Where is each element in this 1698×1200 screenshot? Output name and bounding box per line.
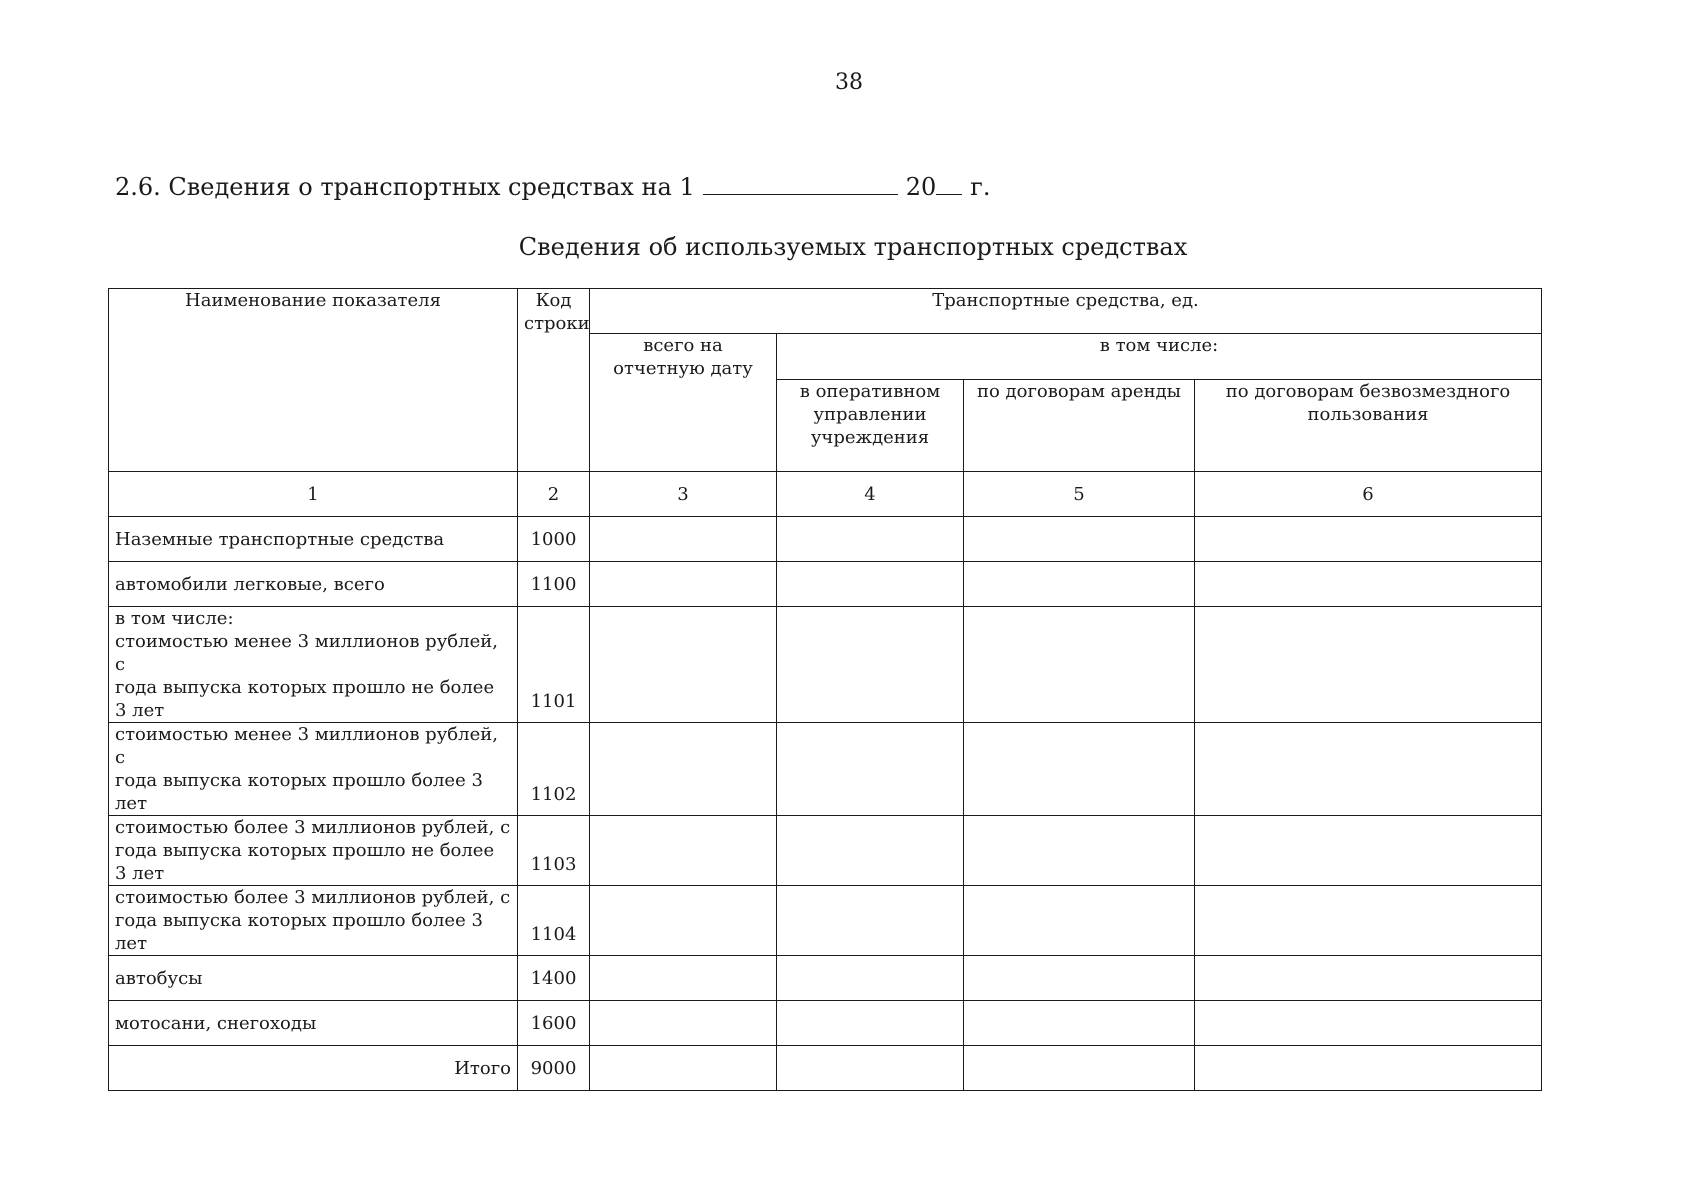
value-cell[interactable] xyxy=(590,1001,777,1046)
header-free-use-agreements: по договорам безвозмездного пользования xyxy=(1195,380,1542,472)
value-cell[interactable] xyxy=(964,723,1195,816)
total-label: Итого xyxy=(109,1046,518,1091)
table-row xyxy=(109,517,1542,562)
row-code: 1103 xyxy=(518,816,590,886)
value-cell[interactable] xyxy=(777,517,964,562)
row-code: 1600 xyxy=(518,1001,590,1046)
value-cell[interactable] xyxy=(964,886,1195,956)
table-row xyxy=(109,956,1542,1001)
value-cell[interactable] xyxy=(590,886,777,956)
row-label: автомобили легковые, всего xyxy=(109,562,518,607)
value-cell[interactable] xyxy=(777,1046,964,1091)
header-indicator-name: Наименование показателя xyxy=(109,289,518,472)
value-cell[interactable] xyxy=(777,1001,964,1046)
row-label: мотосани, снегоходы xyxy=(109,1001,518,1046)
column-number: 5 xyxy=(964,472,1195,517)
header-vehicles: Транспортные средства, ед. xyxy=(590,289,1542,334)
value-cell[interactable] xyxy=(590,956,777,1001)
column-numbers-row xyxy=(109,472,1542,517)
value-cell[interactable] xyxy=(590,1046,777,1091)
value-cell[interactable] xyxy=(964,956,1195,1001)
date-blank-field[interactable] xyxy=(703,174,898,195)
value-cell[interactable] xyxy=(964,562,1195,607)
value-cell[interactable] xyxy=(1195,562,1542,607)
heading-year-prefix: 20 xyxy=(905,173,937,201)
table-row xyxy=(109,607,1542,723)
value-cell[interactable] xyxy=(590,816,777,886)
table-row xyxy=(109,886,1542,956)
heading-year-suffix: г. xyxy=(970,173,991,201)
header-including: в том числе: xyxy=(777,334,1542,380)
row-code: 1000 xyxy=(518,517,590,562)
table-row xyxy=(109,562,1542,607)
table-row xyxy=(109,1001,1542,1046)
row-label-line: года выпуска которых прошло более 3 лет xyxy=(115,910,483,954)
row-label-line: года выпуска которых прошло не более 3 лет xyxy=(115,677,495,721)
header-row-code: Код строки xyxy=(518,289,590,472)
value-cell[interactable] xyxy=(590,723,777,816)
row-label-line: стоимостью менее 3 миллионов рублей, с xyxy=(115,631,498,675)
table-row xyxy=(109,816,1542,886)
header-operational-management: в оперативном управлении учреждения xyxy=(777,380,964,472)
year-blank-field[interactable] xyxy=(936,174,962,195)
header-lease-agreements: по договорам аренды xyxy=(964,380,1195,472)
value-cell[interactable] xyxy=(1195,607,1542,723)
section-heading xyxy=(115,173,991,201)
column-number: 1 xyxy=(109,472,518,517)
value-cell[interactable] xyxy=(1195,956,1542,1001)
row-code: 1102 xyxy=(518,723,590,816)
row-label-line: стоимостью менее 3 миллионов рублей, с xyxy=(115,724,498,768)
table-row xyxy=(109,723,1542,816)
header-total-on-date: всего на отчетную дату xyxy=(590,334,777,472)
heading-prefix: 2.6. Сведения о транспортных средствах на 1 xyxy=(115,173,695,201)
value-cell[interactable] xyxy=(964,607,1195,723)
value-cell[interactable] xyxy=(590,562,777,607)
column-number: 2 xyxy=(518,472,590,517)
value-cell[interactable] xyxy=(1195,517,1542,562)
value-cell[interactable] xyxy=(964,816,1195,886)
row-label-line: стоимостью более 3 миллионов рублей, с xyxy=(115,817,511,838)
row-label xyxy=(109,816,518,886)
value-cell[interactable] xyxy=(964,1001,1195,1046)
vehicles-table xyxy=(108,288,1542,1091)
row-code: 1100 xyxy=(518,562,590,607)
value-cell[interactable] xyxy=(777,956,964,1001)
page-number: 38 xyxy=(835,70,863,95)
value-cell[interactable] xyxy=(590,517,777,562)
value-cell[interactable] xyxy=(777,607,964,723)
row-code: 9000 xyxy=(518,1046,590,1091)
column-number: 4 xyxy=(777,472,964,517)
value-cell[interactable] xyxy=(777,562,964,607)
value-cell[interactable] xyxy=(1195,816,1542,886)
row-label xyxy=(109,886,518,956)
row-label: Наземные транспортные средства xyxy=(109,517,518,562)
value-cell[interactable] xyxy=(590,607,777,723)
value-cell[interactable] xyxy=(1195,1046,1542,1091)
row-label-line: стоимостью более 3 миллионов рублей, с xyxy=(115,887,511,908)
total-row xyxy=(109,1046,1542,1091)
value-cell[interactable] xyxy=(777,816,964,886)
value-cell[interactable] xyxy=(964,1046,1195,1091)
row-label: автобусы xyxy=(109,956,518,1001)
column-number: 6 xyxy=(1195,472,1542,517)
value-cell[interactable] xyxy=(777,723,964,816)
row-label xyxy=(109,723,518,816)
row-label-line: года выпуска которых прошло более 3 лет xyxy=(115,770,483,814)
row-label-line: в том числе: xyxy=(115,608,234,629)
row-code: 1400 xyxy=(518,956,590,1001)
table-title: Сведения об используемых транспортных средствах xyxy=(518,233,1188,261)
value-cell[interactable] xyxy=(964,517,1195,562)
row-label-line: года выпуска которых прошло не более 3 лет xyxy=(115,840,495,884)
row-code: 1101 xyxy=(518,607,590,723)
value-cell[interactable] xyxy=(1195,723,1542,816)
row-code: 1104 xyxy=(518,886,590,956)
row-label xyxy=(109,607,518,723)
value-cell[interactable] xyxy=(1195,886,1542,956)
value-cell[interactable] xyxy=(777,886,964,956)
value-cell[interactable] xyxy=(1195,1001,1542,1046)
column-number: 3 xyxy=(590,472,777,517)
